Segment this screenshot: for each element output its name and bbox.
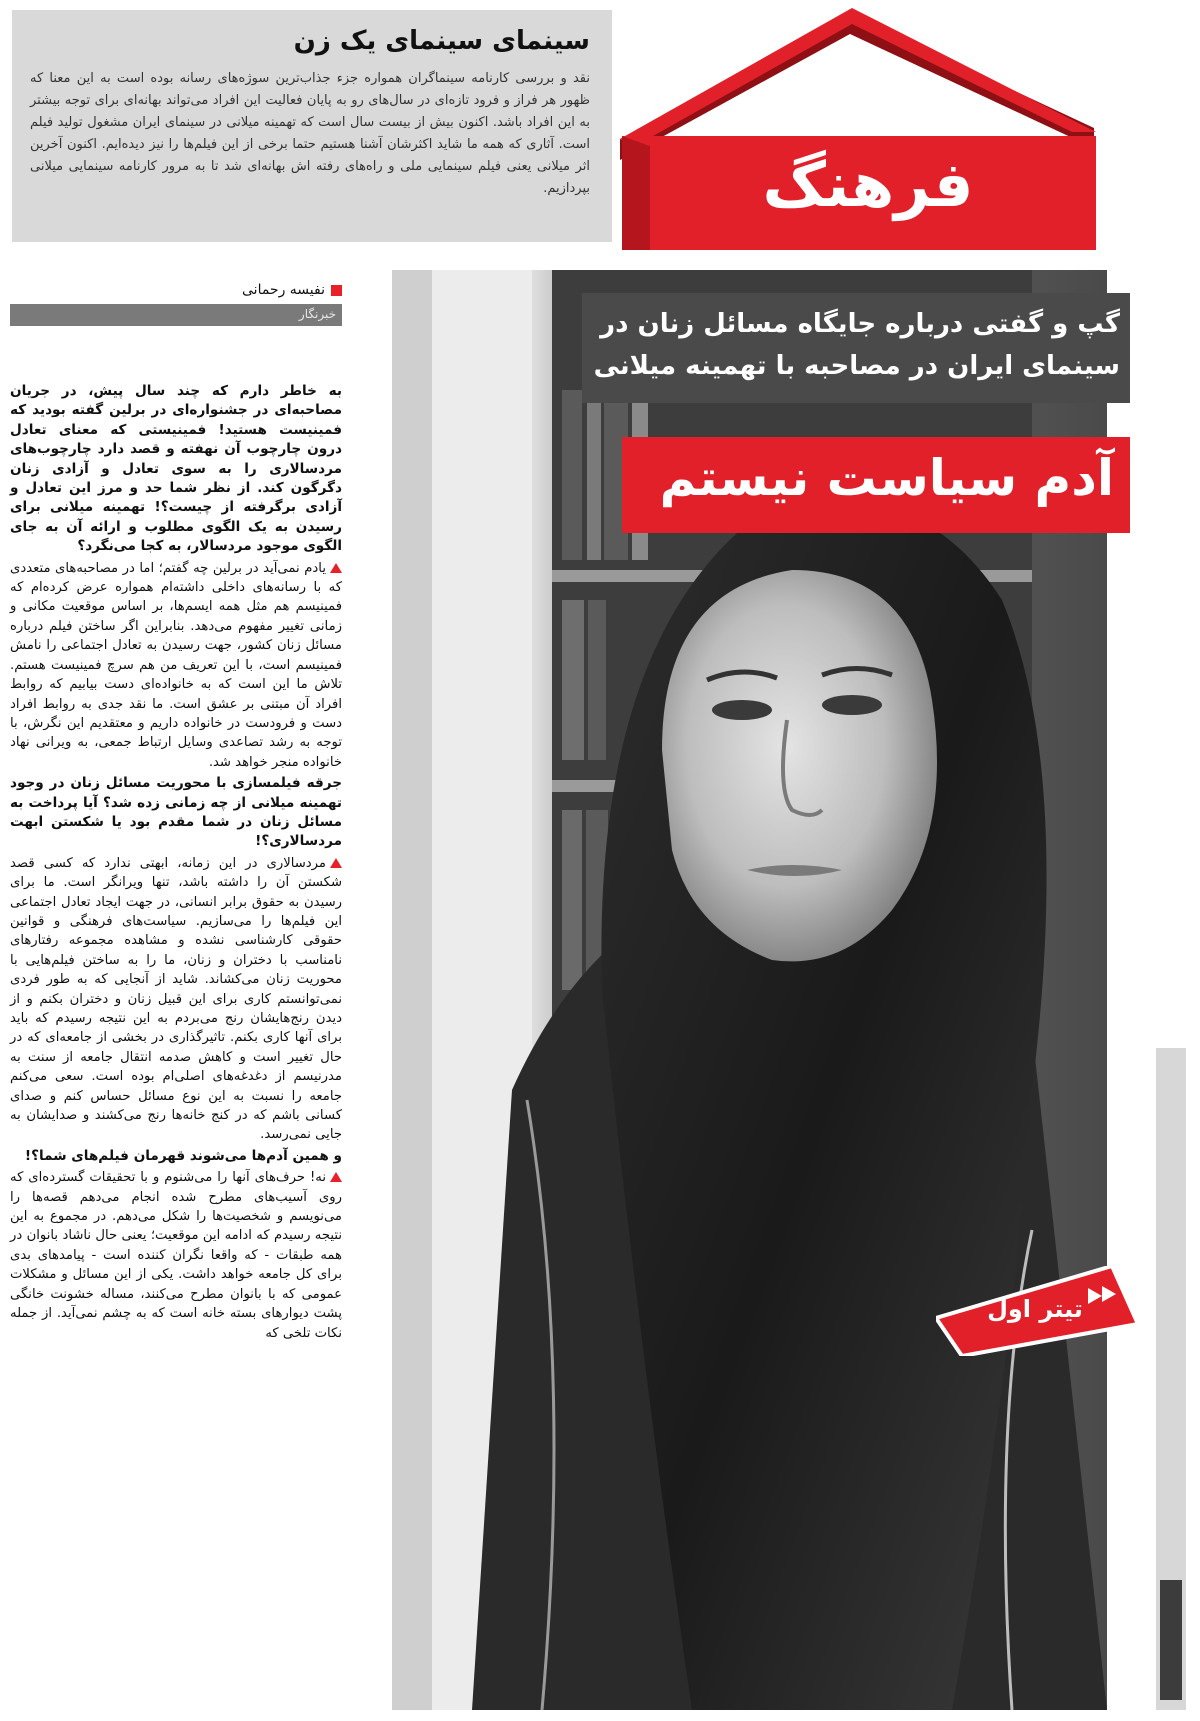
- answer-marker-icon: [330, 1172, 342, 1182]
- author-name: نفیسه رحمانی: [242, 282, 325, 298]
- article-answer: [10, 559, 342, 772]
- article-answer: [10, 1168, 342, 1343]
- headline-box: [622, 437, 1130, 533]
- byline-role-bar: [10, 304, 342, 326]
- section-title: فرهنگ: [762, 148, 974, 221]
- face: [662, 570, 937, 961]
- teaser-title: سینمای سینمای یک زن: [293, 26, 590, 56]
- subhead-box: [582, 293, 1130, 403]
- article-question: به خاطر دارم که چند سال پیش، در جریان مصاحبه‌ای در جشنواره‌ای در برلین گفته بودید که فمینیست هستید! فمینیستی که معنای تعادل درون چارچوب آن نهفته و قصد دارد چارچوب‌های مردسالاری را به سوی تعادل و آزادی زنان دگرگون کند. از نظر شما حد و مرز این تعادل و آزادی برگرفته از چیست؟! تهمینه میلانی برای رسیدن به یک الگوی مطلوب و ارائه آن به جای الگوی موجود مردسالار، به کجا می‌نگرد؟: [10, 383, 342, 555]
- right-eye: [822, 695, 882, 715]
- article-answer: [10, 854, 342, 1145]
- margin-strip-dark: [1160, 1580, 1182, 1700]
- teaser-box: [12, 10, 612, 242]
- answer-marker-icon: [330, 563, 342, 573]
- answer-marker-icon: [330, 858, 342, 868]
- teaser-body: نقد و بررسی کارنامه سینماگران همواره جزء جذاب‌ترین سوژه‌های رسانه بوده است به این معنا که ظهور هر فراز و فرود تازه‌ای در سال‌های رو به پایان فعالیت این افراد می‌تواند بهانه‌ای برای توجه بیشتر به این افراد باشد. اکنون بیش از بیست سال است که تهمینه میلانی در سینمای ایران مشغول تولید فیلم است. آثاری که همه ما شاید اکثرشان آشنا هستیم حتما برخی از این فیلم‌ها را نیز دیده‌ایم. اکنون آخرین اثر میلانی یعنی فیلم سینمایی ملی و راه‌های رفته اش بهانه‌ای شد تا به مرور کارنامه سینمایی میلانی بپردازیم.: [30, 71, 590, 196]
- answer-text: یادم نمی‌آید در برلین چه گفتم؛ اما در مصاحبه‌های متعددی که با رسانه‌های داخلی داشته‌ام همواره عرض کرده‌ام که فمینیسم هم مثل همه ایسم‌ها، بر اساس موقعیت مکانی و زمانی تغییر مفهوم می‌دهد. بنابراین اگر ساختن فیلم درباره مسائل زنان کشور، جهت رسیدن به تعادل اجتماعی را نامش فمینیسم است، با این تعریف من هم سرچ فمینیست هستم. تلاش ما این است که به خانواده‌ای دست بیابیم که روابط افراد آن مبتنی بر عشق است. ما نقد جدی به روابط افراد دست و فرودست در خانواده داریم و معتقدیم این نگرش، با توجه به رشد تصاعدی وسایل ارتباط جمعی، به ویرانی نهاد خانواده منجر خواهد شد.: [10, 560, 342, 770]
- byline-author: [10, 282, 342, 298]
- main-headline: آدم سیاست نیستم: [659, 449, 1114, 507]
- article-body: [10, 382, 342, 1345]
- article-question: و همین آدم‌ها می‌شوند قهرمان فیلم‌های شما؟!: [24, 1147, 342, 1164]
- answer-text: نه! حرف‌های آنها را می‌شنوم و با تحقیقات گسترده‌ای که روی آسیب‌های مطرح شده انجام می‌دهم قصه‌ها را می‌نویسم و شخصیت‌ها را شکل می‌دهم. در مجموع به این نتیجه رسیدم که ادامه این موقعیت؛ یعنی حال ناشاد بانوان در همه طبقات - که واقعا نگران کننده است - پیامدهای بدی برای کل جامعه خواهد داشت. یکی از این مسائل و مشکلات عمومی که با بانوان مطرح می‌کنند، مساله خشونت خانگی پشت دیوارهای بسته خانه است که به چشم نمی‌آید. از جمله نکات تلخی که: [10, 1170, 342, 1341]
- article-question: جرقه فیلمسازی با محوریت مسائل زنان در وجود تهمینه میلانی از چه زمانی زده شد؟ آیا پرداخت به مسائل زنان در شما مقدم بود یا شکستن ابهت مردسالاری؟!: [10, 775, 342, 850]
- left-eye: [712, 700, 772, 720]
- byline-bullet-icon: [331, 285, 342, 296]
- door-frame: [392, 270, 432, 1710]
- subhead: گپ و گفتی درباره جایگاه مسائل زنان در سینمای ایران در مصاحبه با تهمینه میلانی: [593, 309, 1120, 381]
- author-role: خبرنگار: [298, 307, 336, 321]
- logo-fold: [622, 136, 650, 250]
- answer-text: مردسالاری در این زمانه، ابهتی ندارد که کسی قصد شکستن آن را داشته باشد، تنها ویرانگر است. ما برای رسیدن به حقوق برابر انسانی، در جهت ایجاد تعادل اجتماعی این فیلم‌ها را می‌سازیم. سیاست‌های فرهنگی و قوانین حقوقی کارشناسی نشده و مشاهده مجموعه رفتارهای نامناسب با دختران و زنان، ما را به ساختن فیلم‌هایی با محوریت زنان می‌کشاند. شاید از آنجایی که به طور فردی نمی‌توانستم کاری برای این قبیل زنان و دختران بکنم و از دیدن رنج‌هایشان رنج می‌بردم به این نتیجه رسیدم که باید برای آنها کاری بکنم. تاثیرگذاری در بخشی از جامعه‌ای که در حال تغییر است و کاهش صدمه انتقال جامعه از سنت به مدرنیسم از دغدغه‌های اصلی‌ام بوده است. سعی می‌کنم جامعه را نسبت به این نوع مسائل حساس کنم و صدای کسانی باشم که در کنج خانه‌ها رنج می‌کشند و صدایشان به جایی نمی‌رسد.: [10, 855, 342, 1143]
- badge-label: تیتر اول: [987, 1295, 1083, 1323]
